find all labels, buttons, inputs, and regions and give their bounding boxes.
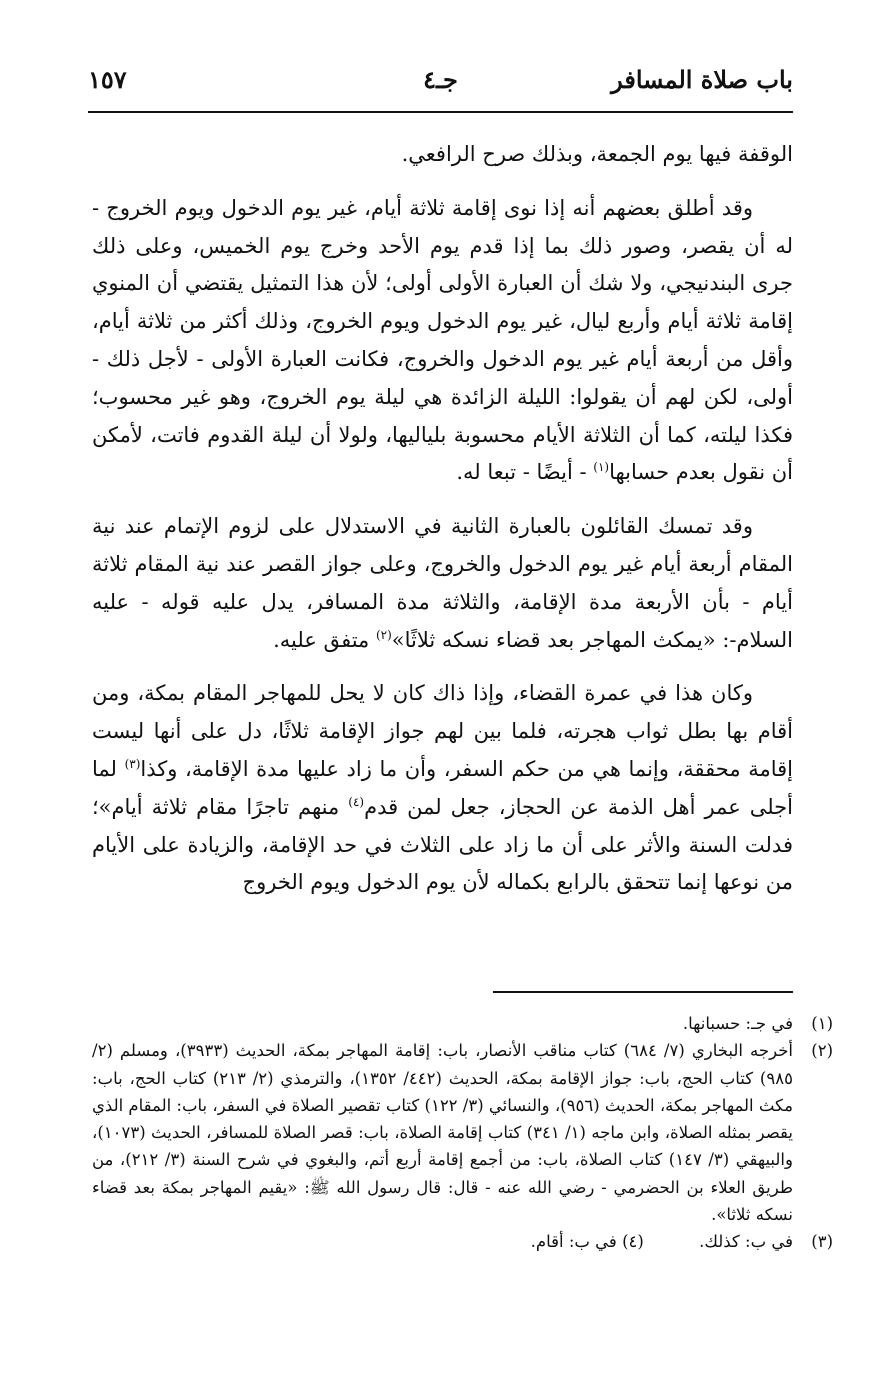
footnote-number: (٤) [622, 1232, 644, 1252]
paragraph-4-text-a: وكان هذا في عمرة القضاء، وإذا ذاك كان لا يحل للمهاجر المقام بمكة، ومن أقام بها بطل ثواب هجرته، فلما بين لهم جواز الإقامة ثلاثًا، دل على أنها ليست إقامة محققة، وإنما هي من حكم السفر، وأن ما زاد عليها مدة الإقامة، وكذا [92, 681, 793, 781]
paragraph-4-text-c: منهم تاجرًا مقام ثلاثة أيام»؛ فدلت السنة والأثر على أن ما زاد على الثلاث في حد الإقامة، والزيادة على الأيام من نوعها إنما تتحقق بالرابع بكماله لأن يوم الدخول ويوم الخروج [92, 794, 793, 895]
footnote-text: أخرجه البخاري (٧/ ٦٨٤) كتاب مناقب الأنصار، باب: إقامة المهاجر بمكة، الحديث (٣٩٣٣)، ومسلم (٢/ ٩٨٥) كتاب الحج، باب: جواز الإقامة بمكة، الحديث (٤٤٢/ ١٣٥٢)، والترمذي (٢/ ٢١٣) كتاب الحج، باب: مكث المهاجر بمكة، الحديث (٩٥٦)، والنسائي (٣/ ١٢٢) كتاب تقصير الصلاة في السفر، باب: المقام الذي يقصر بمثله الصلاة، وابن ماجه (١/ ٣٤١) كتاب إقامة الصلاة، باب: قصر الصلاة للمسافر، الحديث (١٠٧٣)، والبيهقي (٣/ ١٤٧) كتاب الصلاة، باب: من أجمع إقامة أربع أتم، والبغوي في شرح السنة (٣/ ٢١٢)، من طريق العلاء بن الحضرمي - رضي الله عنه - قال: قال رسول الله ﷺ: «يقيم المهاجر بمكة بعد قضاء نسكه ثلاثا». [92, 1041, 793, 1225]
main-text [92, 136, 793, 902]
paragraph-1: الوقفة فيها يوم الجمعة، وبذلك صرح الرافعي. [401, 142, 793, 166]
paragraph-3 [92, 508, 793, 659]
footnote-ref-3: (٣) [124, 756, 141, 771]
paragraph-4-text-b: لما أجلى عمر أهل الذمة عن الحجاز، جعل لمن قدم [92, 756, 793, 819]
footnote-1 [92, 1010, 833, 1037]
paragraph-4 [92, 675, 793, 902]
footnote-2 [92, 1037, 833, 1228]
paragraph-2 [92, 190, 793, 492]
chapter-title: باب صلاة المسافر [611, 65, 793, 94]
page-number: ١٥٧ [88, 65, 127, 94]
volume-label: جـ٤ [423, 65, 458, 94]
footnote-ref-2: (٢) [375, 627, 392, 642]
footnotes [92, 1010, 833, 1256]
header-rule [88, 111, 793, 113]
paragraph-2-text: وقد أطلق بعضهم أنه إذا نوى إقامة ثلاثة أيام، غير يوم الدخول ويوم الخروج - له أن يقصر، وصور ذلك بما إذا قدم يوم الأحد وخرج يوم الخميس، وعلى ذلك جرى البندنيجي، ولا شك أن العبارة الأولى أولى؛ لأن هذا التمثيل يقتضي أن المنوي إقامة ثلاثة أيام وأربع ليال، غير يوم الدخول ويوم الخروج، وذلك أكثر من ثلاثة أيام، وأقل من أربعة أيام غير يوم الدخول والخروج، فكانت العبارة الأولى - لأجل ذلك - أولى، لكن لهم أن يقولوا: الليلة الزائدة هي ليلة يوم الخروج، وهو غير محسوب؛ فكذا ليلته، كما أن الثلاثة الأيام محسوبة بلياليها، ولولا أن ليلة القدوم فاتت، لأمكن أن نقول بعدم حسابها [92, 195, 793, 485]
footnote-4 [531, 1232, 644, 1251]
footnote-text: في جـ: حسبانها. [682, 1014, 793, 1033]
paragraph-2-tail: - أيضًا - تبعا له. [456, 460, 594, 485]
footnote-ref-4: (٤) [348, 794, 365, 809]
footnote-number: (١) [811, 1014, 833, 1033]
footnote-text: في ب: كذلك. [699, 1232, 793, 1252]
footnote-number: (٢) [811, 1041, 833, 1061]
running-header [88, 62, 793, 98]
footnote-text: في ب: أقام. [530, 1232, 617, 1252]
footnote-rule [493, 991, 793, 993]
paragraph-3-text: وقد تمسك القائلون بالعبارة الثانية في الاستدلال على لزوم الإتمام عند نية المقام أربعة أيام غير يوم الدخول والخروج، وعلى جواز القصر عند نية المقام ثلاثة أيام - بأن الأربعة مدة الإقامة، والثلاثة مدة المسافر، يدل عليه قوله - عليه السلام-: «يمكث المهاجر بعد قضاء نسكه ثلاثًا» [92, 514, 793, 652]
footnote-number: (٣) [811, 1232, 833, 1252]
footnote-ref-1: (١) [593, 460, 610, 475]
paragraph-3-tail: متفق عليه. [273, 627, 376, 652]
footnote-3-4 [92, 1228, 833, 1255]
